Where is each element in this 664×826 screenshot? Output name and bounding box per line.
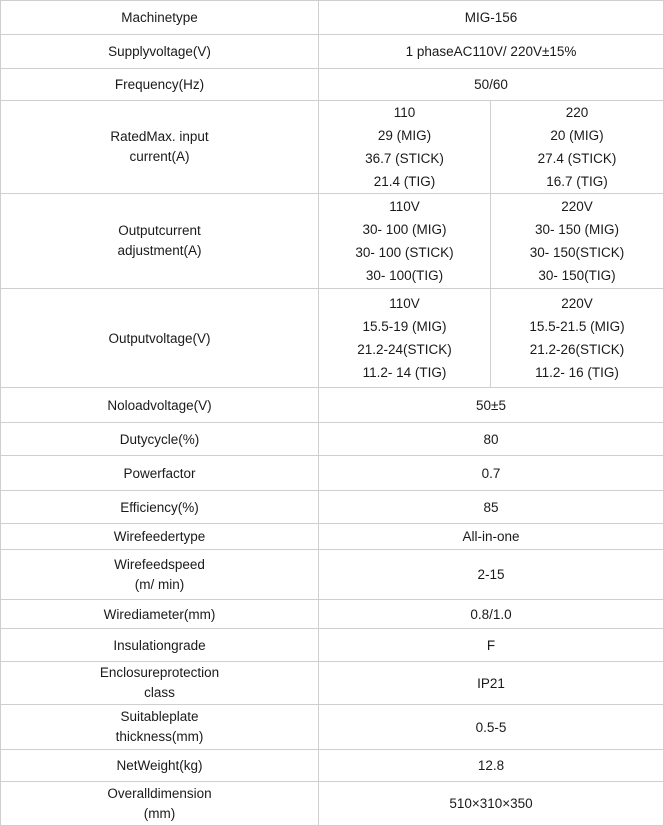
row-net-weight: [1, 750, 664, 782]
output-current-220-line: 30- 150(TIG): [538, 268, 616, 283]
output-voltage-220-line: 21.2-26(STICK): [529, 342, 625, 357]
output-current-220-line: 220V: [561, 199, 593, 214]
output-voltage-110-line: 11.2- 14 (TIG): [362, 365, 447, 380]
label-insulation-grade: Insulationgrade: [1, 629, 319, 662]
row-enclosure-protection: [1, 662, 664, 705]
value-machine-type: MIG-156: [319, 1, 664, 35]
label-suitable-plate: [1, 705, 319, 750]
value-power-factor: 0.7: [319, 456, 664, 491]
rated-input-220: [491, 101, 664, 194]
row-wire-diameter: [1, 600, 664, 629]
row-supply-voltage: [1, 35, 664, 69]
output-voltage-110-line: 15.5-19 (MIG): [362, 319, 447, 334]
value-supply-voltage: 1 phaseAC110V/ 220V±15%: [319, 35, 664, 69]
row-rated-input: [1, 101, 664, 194]
value-wire-feed-speed: 2-15: [319, 550, 664, 600]
row-wire-feeder-type: [1, 524, 664, 550]
value-no-load-voltage: 50±5: [319, 388, 664, 423]
output-voltage-220-line: 220V: [561, 296, 593, 311]
output-current-110-line: 30- 100 (MIG): [362, 222, 447, 237]
output-current-110-line: 110V: [389, 199, 420, 214]
value-frequency: 50/60: [319, 69, 664, 101]
value-wire-feeder-type: All-in-one: [319, 524, 664, 550]
row-no-load-voltage: [1, 388, 664, 423]
label-rated-input: [1, 101, 319, 194]
label-enclosure-protection-line2: class: [144, 685, 175, 700]
output-voltage-110-line: 21.2-24(STICK): [357, 342, 452, 357]
output-current-110: [319, 194, 491, 289]
output-current-110-line: 30- 100(TIG): [365, 268, 444, 283]
row-output-voltage: [1, 289, 664, 388]
value-suitable-plate: 0.5-5: [319, 705, 664, 750]
label-overall-dimension-line2: (mm): [143, 805, 176, 821]
label-efficiency: Efficiency(%): [1, 491, 319, 524]
rated-input-110-line: 36.7 (STICK): [365, 151, 444, 166]
rated-input-110-line: 29 (MIG): [377, 128, 432, 143]
value-overall-dimension: 510×310×350: [319, 782, 664, 826]
output-voltage-220-line: 11.2- 16 (TIG): [535, 365, 619, 380]
output-current-110-line: 30- 100 (STICK): [355, 245, 454, 260]
label-net-weight: NetWeight(kg): [1, 750, 319, 782]
rated-input-220-line: 220: [565, 105, 589, 120]
label-overall-dimension-line1: Overalldimension: [107, 785, 212, 801]
rated-input-220-line: 27.4 (STICK): [537, 151, 617, 166]
output-voltage-110-line: 110V: [389, 296, 420, 311]
output-voltage-110: [319, 289, 491, 388]
output-voltage-220-line: 15.5-21.5 (MIG): [529, 319, 625, 334]
label-wire-feed-speed: [1, 550, 319, 600]
label-suitable-plate-line1: Suitableplate: [120, 709, 199, 724]
row-wire-feed-speed: [1, 550, 664, 600]
label-suitable-plate-line2: thickness(mm): [115, 729, 204, 744]
label-output-voltage: Outputvoltage(V): [1, 289, 319, 388]
label-output-current: [1, 194, 319, 289]
output-current-220-line: 30- 150 (MIG): [534, 222, 620, 237]
value-insulation-grade: F: [319, 629, 664, 662]
row-insulation-grade: [1, 629, 664, 662]
label-frequency: Frequency(Hz): [1, 69, 319, 101]
rated-input-220-line: 20 (MIG): [550, 128, 604, 143]
rated-input-110-line: 21.4 (TIG): [373, 174, 436, 189]
label-supply-voltage: Supplyvoltage(V): [1, 35, 319, 69]
row-output-current: [1, 194, 664, 289]
label-power-factor: Powerfactor: [1, 456, 319, 491]
row-overall-dimension: [1, 782, 664, 826]
row-suitable-plate: [1, 705, 664, 750]
label-output-current-line1: Outputcurrent: [118, 223, 201, 238]
rated-input-110-line: 110: [393, 105, 416, 120]
row-machine-type: [1, 1, 664, 35]
value-efficiency: 85: [319, 491, 664, 524]
row-duty-cycle: [1, 423, 664, 456]
label-wire-feed-speed-line2: (m/ min): [134, 576, 185, 592]
output-current-220-line: 30- 150(STICK): [529, 245, 625, 260]
label-rated-input-line2: current(A): [129, 149, 190, 164]
label-no-load-voltage: Noloadvoltage(V): [1, 388, 319, 423]
value-wire-diameter: 0.8/1.0: [319, 600, 664, 629]
label-enclosure-protection: [1, 662, 319, 705]
value-duty-cycle: 80: [319, 423, 664, 456]
rated-input-220-line: 16.7 (TIG): [546, 174, 608, 189]
label-overall-dimension: [1, 782, 319, 826]
output-voltage-220: [491, 289, 664, 388]
rated-input-110: [319, 101, 491, 194]
label-enclosure-protection-line1: Enclosureprotection: [99, 665, 220, 680]
label-rated-input-line1: RatedMax. input: [110, 129, 209, 144]
row-efficiency: [1, 491, 664, 524]
value-enclosure-protection: IP21: [319, 662, 664, 705]
row-frequency: [1, 69, 664, 101]
label-output-current-line2: adjustment(A): [117, 243, 202, 258]
row-power-factor: [1, 456, 664, 491]
label-wire-feeder-type: Wirefeedertype: [1, 524, 319, 550]
output-current-220: [491, 194, 664, 289]
label-wire-diameter: Wirediameter(mm): [1, 600, 319, 629]
value-net-weight: 12.8: [319, 750, 664, 782]
label-machine-type: Machinetype: [1, 1, 319, 35]
label-duty-cycle: Dutycycle(%): [1, 423, 319, 456]
label-wire-feed-speed-line1: Wirefeedspeed: [114, 556, 205, 572]
